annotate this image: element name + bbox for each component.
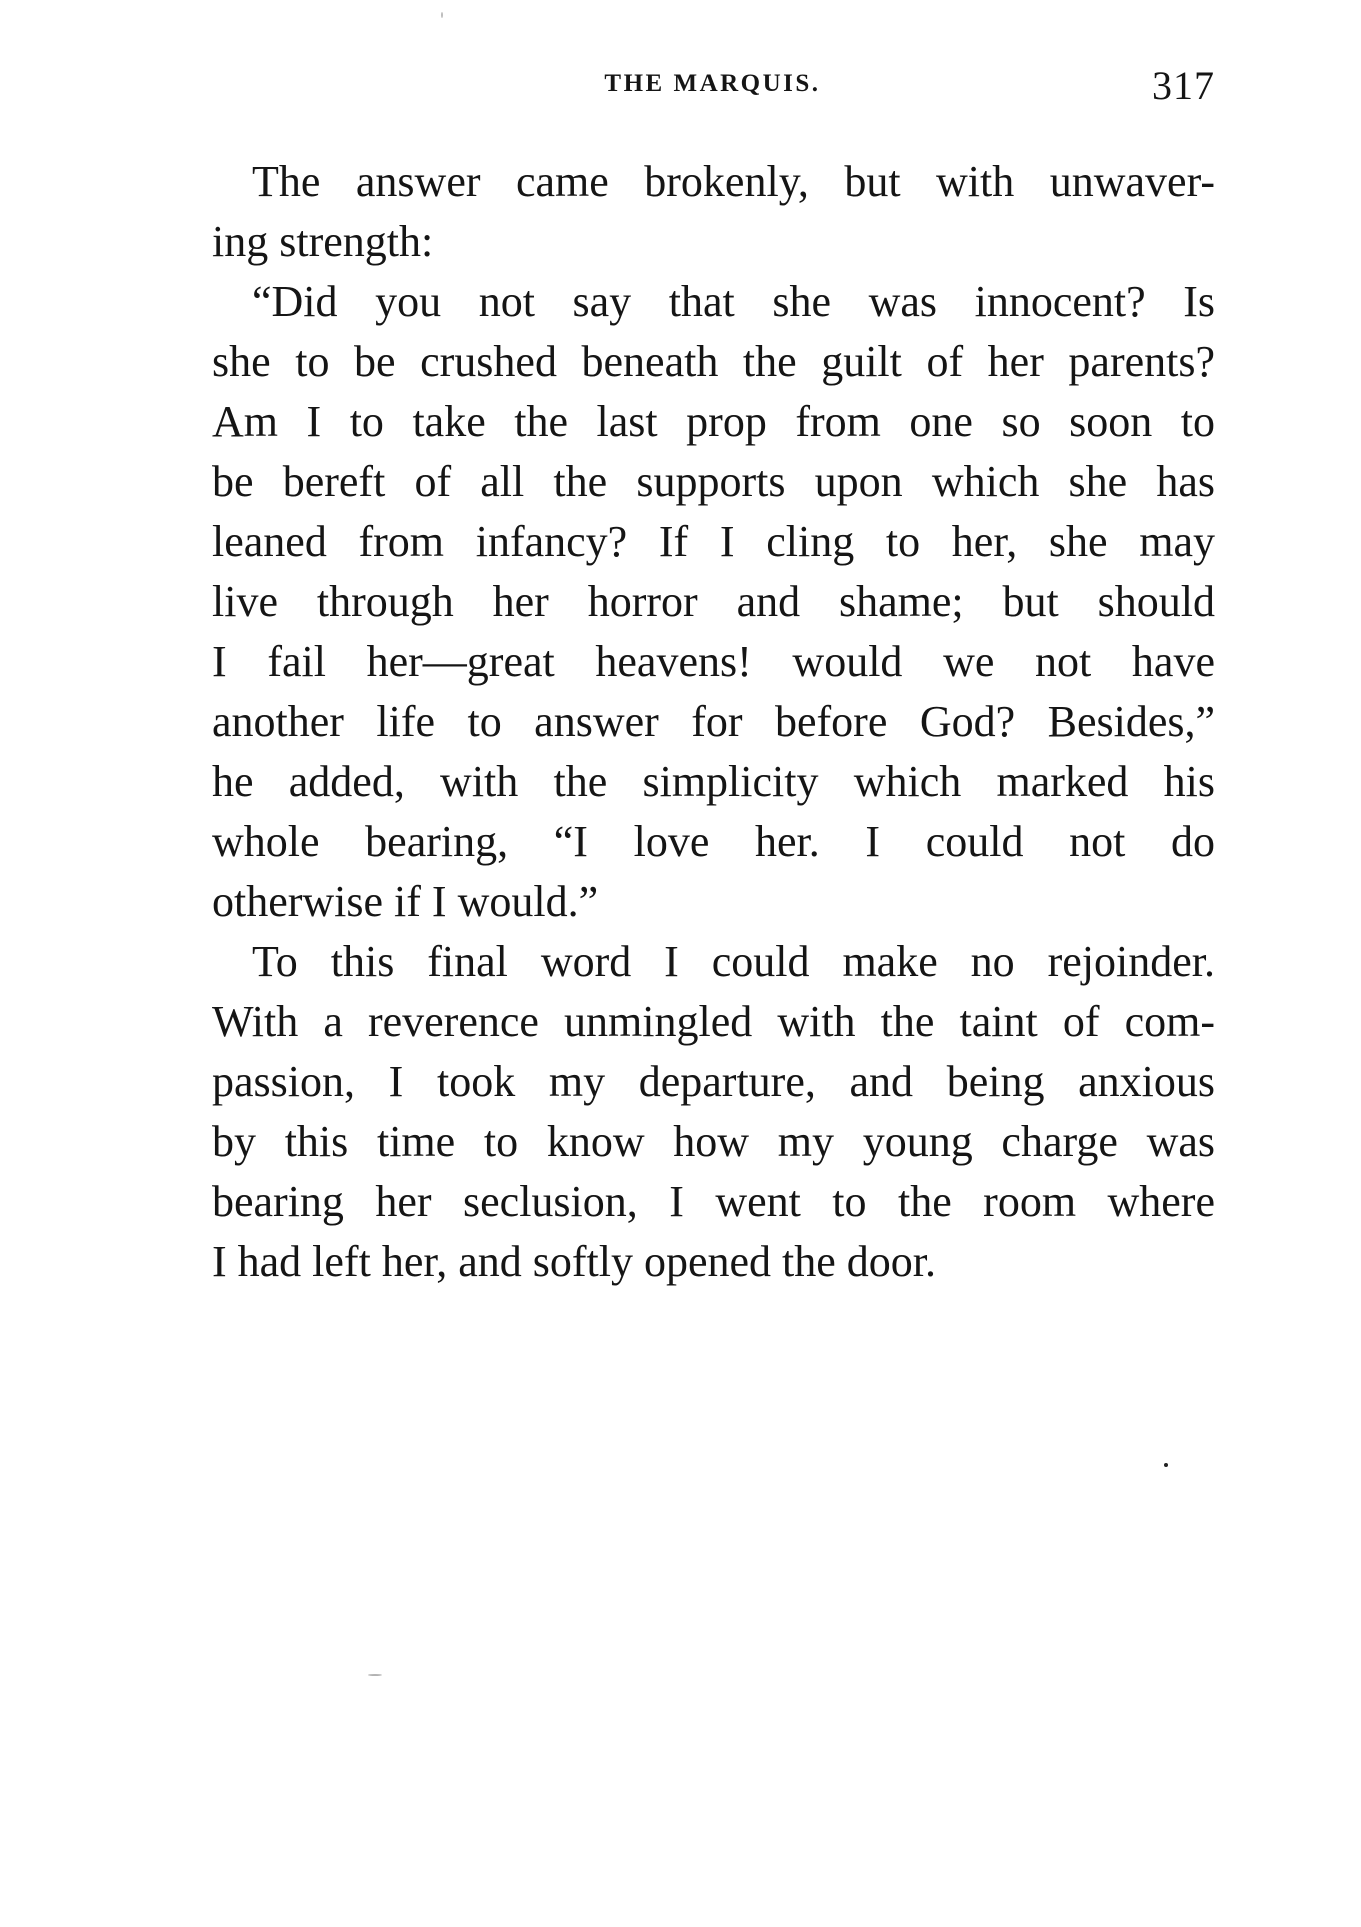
text-line: To this final word I could make no rejoinder. — [252, 937, 1215, 986]
paragraph-1 — [212, 152, 1215, 272]
text-line: be bereft of all the supports upon which she has — [212, 457, 1215, 506]
text-line: by this time to know how my young charge was — [212, 1117, 1215, 1166]
paragraph-3 — [212, 932, 1215, 1292]
text-line: whole bearing, “I love her. I could not do — [212, 817, 1215, 866]
text-line: “Did you not say that she was innocent? Is — [252, 277, 1215, 326]
text-line: leaned from infancy? If I cling to her, she may — [212, 517, 1215, 566]
text-line: otherwise if I would.” — [212, 877, 599, 926]
text-line: Am I to take the last prop from one so soon to — [212, 397, 1215, 446]
text-line: live through her horror and shame; but should — [212, 577, 1215, 626]
page-number: 317 — [1152, 63, 1215, 108]
running-head — [210, 63, 1215, 120]
text-line: I had left her, and softly opened the door. — [212, 1237, 937, 1286]
text-line: I fail her—great heavens! would we not have — [212, 637, 1215, 686]
running-title: THE MARQUIS. — [604, 70, 821, 97]
text-line: another life to answer for before God? Besides,” — [212, 697, 1215, 746]
paragraph-2 — [212, 272, 1215, 932]
ink-speck — [1164, 1463, 1168, 1467]
text-line: ing strength: — [212, 217, 434, 266]
text-line: passion, I took my departure, and being anxious — [212, 1057, 1215, 1106]
text-line: The answer came brokenly, but with unwaver- — [252, 157, 1215, 206]
text-line: bearing her seclusion, I went to the room where — [212, 1177, 1215, 1226]
text-line: he added, with the simplicity which marked his — [212, 757, 1215, 806]
ink-speck — [368, 1674, 382, 1676]
text-line: she to be crushed beneath the guilt of her parents? — [212, 337, 1215, 386]
body-text — [212, 152, 1215, 1292]
ink-speck — [441, 12, 443, 18]
text-line: With a reverence unmingled with the taint of com- — [212, 997, 1215, 1046]
